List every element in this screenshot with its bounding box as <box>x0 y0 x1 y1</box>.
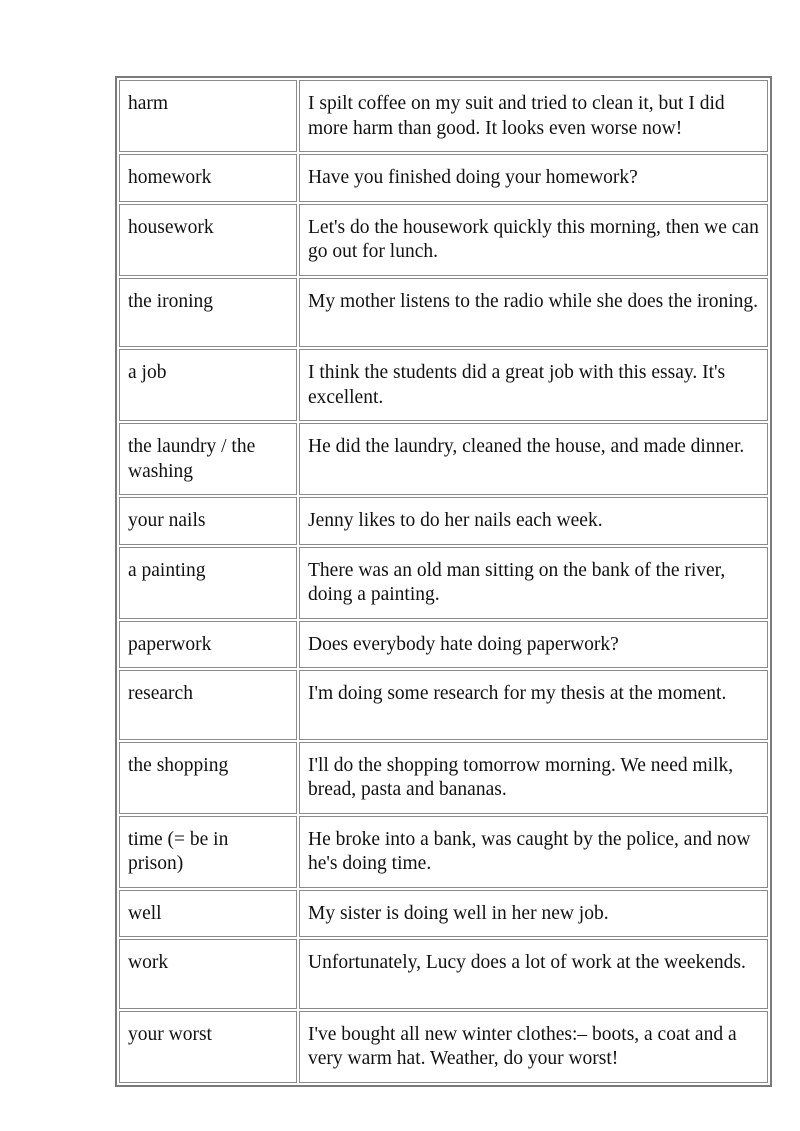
term-cell: homework <box>119 154 297 202</box>
table-row <box>119 80 768 152</box>
example-cell: He did the laundry, cleaned the house, and made dinner. <box>299 423 768 495</box>
example-cell: My sister is doing well in her new job. <box>299 890 768 938</box>
table-row <box>119 1011 768 1083</box>
term-cell: research <box>119 670 297 740</box>
term-cell: your nails <box>119 497 297 545</box>
term-cell: work <box>119 939 297 1009</box>
collocation-table <box>115 76 772 1087</box>
example-cell: There was an old man sitting on the bank of the river, doing a painting. <box>299 547 768 619</box>
example-cell: Unfortunately, Lucy does a lot of work at the weekends. <box>299 939 768 1009</box>
example-cell: My mother listens to the radio while she does the ironing. <box>299 278 768 348</box>
term-cell: the ironing <box>119 278 297 348</box>
term-cell: a painting <box>119 547 297 619</box>
example-cell: I've bought all new winter clothes:– boots, a coat and a very warm hat. Weather, do your worst! <box>299 1011 768 1083</box>
table-row <box>119 547 768 619</box>
example-cell: I'll do the shopping tomorrow morning. We need milk, bread, pasta and bananas. <box>299 742 768 814</box>
term-cell: your worst <box>119 1011 297 1083</box>
example-cell: I spilt coffee on my suit and tried to clean it, but I did more harm than good. It looks even worse now! <box>299 80 768 152</box>
term-cell: housework <box>119 204 297 276</box>
table-row <box>119 154 768 202</box>
term-cell: well <box>119 890 297 938</box>
table-row <box>119 890 768 938</box>
example-cell: Let's do the housework quickly this morning, then we can go out for lunch. <box>299 204 768 276</box>
example-cell: He broke into a bank, was caught by the police, and now he's doing time. <box>299 816 768 888</box>
term-cell: harm <box>119 80 297 152</box>
example-cell: I'm doing some research for my thesis at the moment. <box>299 670 768 740</box>
table-row <box>119 670 768 740</box>
term-cell: paperwork <box>119 621 297 669</box>
example-cell: I think the students did a great job with this essay. It's excellent. <box>299 349 768 421</box>
table-row <box>119 349 768 421</box>
table-row <box>119 497 768 545</box>
term-cell: a job <box>119 349 297 421</box>
table-row <box>119 742 768 814</box>
term-cell: the laundry / the washing <box>119 423 297 495</box>
term-cell: time (= be in prison) <box>119 816 297 888</box>
term-cell: the shopping <box>119 742 297 814</box>
table-row <box>119 278 768 348</box>
table-row <box>119 939 768 1009</box>
example-cell: Does everybody hate doing paperwork? <box>299 621 768 669</box>
table-row <box>119 621 768 669</box>
table-row <box>119 816 768 888</box>
example-cell: Jenny likes to do her nails each week. <box>299 497 768 545</box>
table-row <box>119 423 768 495</box>
example-cell: Have you finished doing your homework? <box>299 154 768 202</box>
table-row <box>119 204 768 276</box>
